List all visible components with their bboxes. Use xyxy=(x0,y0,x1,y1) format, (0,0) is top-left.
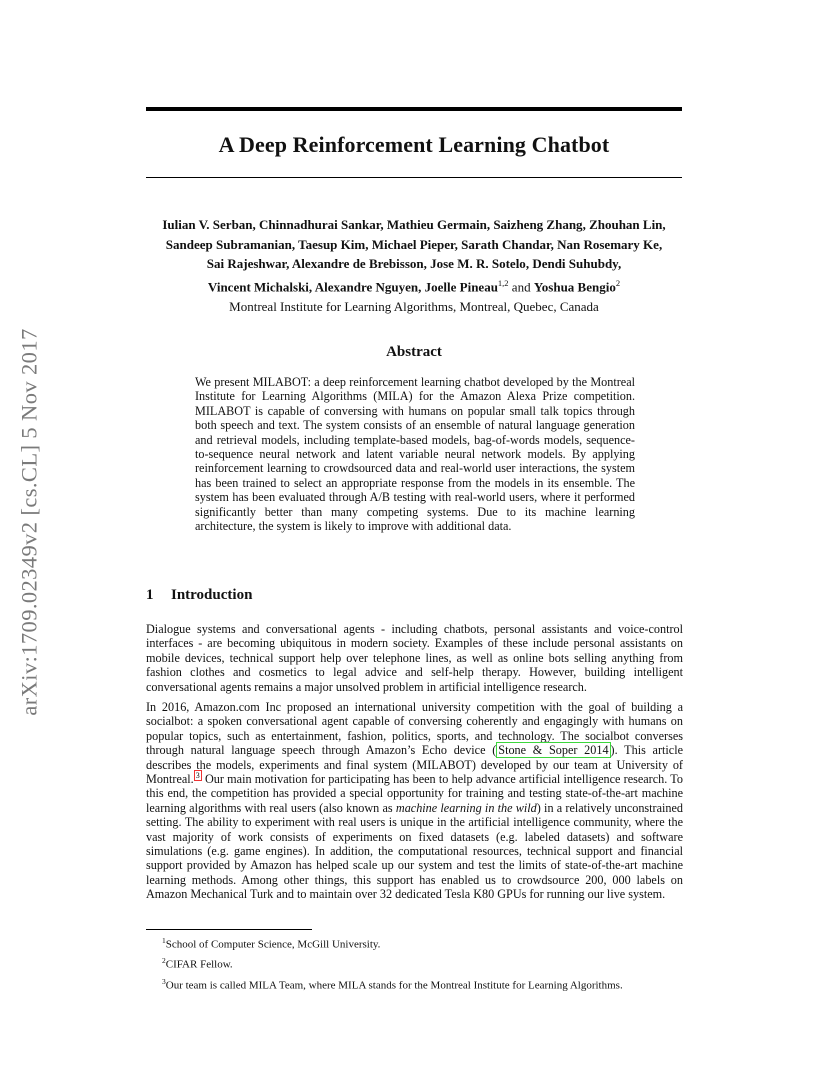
author-separator: , xyxy=(582,217,590,232)
author-name: Alexandre de Brebisson xyxy=(291,256,424,272)
footnote-rule xyxy=(146,929,312,930)
footnote-text: CIFAR Fellow. xyxy=(165,958,233,971)
p2-emphasis: machine learning in the wild xyxy=(395,800,537,815)
author-separator: , xyxy=(365,236,372,252)
footnote xyxy=(162,933,623,953)
author-separator: , xyxy=(550,236,558,252)
author-separator: , xyxy=(423,256,431,272)
author-separator: , xyxy=(291,236,299,252)
author-name: Iulian V. Serban xyxy=(162,217,253,232)
arxiv-stamp xyxy=(14,292,46,752)
footnote xyxy=(162,953,623,973)
citation-link[interactable]: Stone & Soper 2014 xyxy=(498,743,609,758)
footnote-ref-link[interactable]: 3 xyxy=(195,770,200,780)
author-name: Sai Rajeshwar xyxy=(206,256,287,272)
author-name: Vincent Michalski xyxy=(207,279,309,295)
author-separator: , xyxy=(454,236,462,252)
abstract-text: We present MILABOT: a deep reinforcement learning chatbot developed by the Montreal Institute for Learning Algorithms (MILA) for the Amazon Alexa Prize competition. MILABOT is capable of conversing with humans on popular small talk topics through both speech and text. The system consists of an ensemble of natural language generation and retrieval models, including template-based models, bag-of-words models, sequence-to-sequence neural network and latent variable neural network models. By applying reinforcement learning to crowdsourced data and real-world user interactions, the system has been trained to select an appropriate response from the models in its ensemble. The system has been evaluated through A/B testing with real-world users, where it performed significantly better than many competing systems. Due to its machine learning architecture, the system is likely to improve with additional data. xyxy=(195,375,635,534)
footnotes xyxy=(162,933,623,994)
title-top-rule xyxy=(146,107,682,111)
author-name: Sandeep Subramanian xyxy=(165,236,292,252)
author-name: Joelle Pineau xyxy=(424,279,498,295)
abstract-heading: Abstract xyxy=(386,344,442,360)
author-name: Sarath Chandar xyxy=(461,236,551,252)
footnote-mark: 3 xyxy=(162,976,166,986)
author-name: Nan Rosemary Ke xyxy=(557,236,659,252)
footnote xyxy=(162,974,623,994)
footnote-mark: 1 xyxy=(162,936,166,945)
author-name: Zhouhan Lin xyxy=(589,217,663,232)
author-separator: , xyxy=(418,279,425,295)
author-name: Michael Pieper xyxy=(371,236,455,252)
author-separator: , xyxy=(658,236,663,252)
author-name: Saizheng Zhang xyxy=(493,217,583,232)
author-name: Yoshua Bengio xyxy=(533,279,616,295)
author-name: Chinnadhurai Sankar xyxy=(259,217,381,232)
author-separator: , xyxy=(662,217,666,232)
author-separator: and xyxy=(508,279,534,295)
author-name: Mathieu Germain xyxy=(386,217,487,232)
author-name: Dendi Suhubdy xyxy=(532,256,618,272)
author-affil-mark: 2 xyxy=(615,277,621,288)
author-block xyxy=(120,215,708,316)
author-separator: , xyxy=(525,256,533,272)
p2-text-c: Our main motivation for participating has been to help advance artificial intelligence research. To this end, the competition has provided a special opportunity for training and testing state-of-the-art machine learning algorithms with real users (also known as xyxy=(146,772,683,815)
p2-text-b: ). This article describes the models, experiments and final system (MILABOT) developed by our team at University of Montreal. xyxy=(146,743,684,787)
intro-paragraph-2 xyxy=(146,700,683,902)
author-name: Alexandre Nguyen xyxy=(314,279,419,295)
author-separator: , xyxy=(380,217,387,232)
p2-text-d: ) in a relatively unconstrained setting. The ability to experiment with real users is unique in the artificial intelligence community, where the vast majority of work consists of experiments on fixed datasets (e.g. labeled datasets) and software simulations (e.g. game engines). In addition, the computational resources, technical support and financial support provided by Amazon has helped scale up our system and test the limits of state-of-the-art machine learning methods. Among other things, this support has enabled us to crowdsource 200, 000 labels on Amazon Mechanical Turk and to maintain over 32 dedicated Tesla K80 GPUs for running our live system. xyxy=(146,800,684,902)
affiliation: Montreal Institute for Learning Algorithms, Montreal, Quebec, Canada xyxy=(229,298,599,314)
intro-paragraph-1: Dialogue systems and conversational agents - including chatbots, personal assistants and voice-control interfaces - are becoming ubiquitous in modern society. Examples of these include personal assistants on mobile devices, technical support help over telephone lines, as well as online bots selling anything from fashion clothes and cosmetics to legal advice and self-help therapy. However, building intelligent conversational agents remains a major unsolved problem in artificial intelligence research. xyxy=(146,622,683,694)
section-number: 1 xyxy=(146,587,154,603)
p2-text-a: In 2016, Amazon.com Inc proposed an international university competition with the goal of building a socialbot: a spoken conversational agent capable of conversing coherently and engagingly with humans on popular topics, such as entertainment, fashion, politics, sports, and technology. The socialbot converses through natural language speech through Amazon’s Echo device ( xyxy=(146,700,683,758)
author-list xyxy=(120,215,708,297)
footnote-text: School of Computer Science, McGill University. xyxy=(165,938,381,951)
author-name: Jose M. R. Sotelo xyxy=(430,256,526,272)
arxiv-stamp-text: arXiv:1709.02349v2 [cs.CL] 5 Nov 2017 xyxy=(17,328,43,716)
section-title: Introduction xyxy=(171,587,253,603)
author-separator: , xyxy=(252,217,260,232)
footnote-text: Our team is called MILA Team, where MILA stands for the Montreal Institute for Learning Algorithms. xyxy=(165,979,623,992)
section-heading xyxy=(146,585,252,605)
footnote-mark: 2 xyxy=(162,956,166,966)
title-bottom-rule xyxy=(146,177,682,178)
author-affil-mark: 1,2 xyxy=(497,277,509,288)
author-separator: , xyxy=(617,256,622,272)
author-separator: , xyxy=(308,279,315,295)
paper-title: A Deep Reinforcement Learning Chatbot xyxy=(218,132,610,157)
author-separator: , xyxy=(286,256,292,272)
author-separator: , xyxy=(486,217,494,232)
author-name: Taesup Kim xyxy=(298,236,366,252)
